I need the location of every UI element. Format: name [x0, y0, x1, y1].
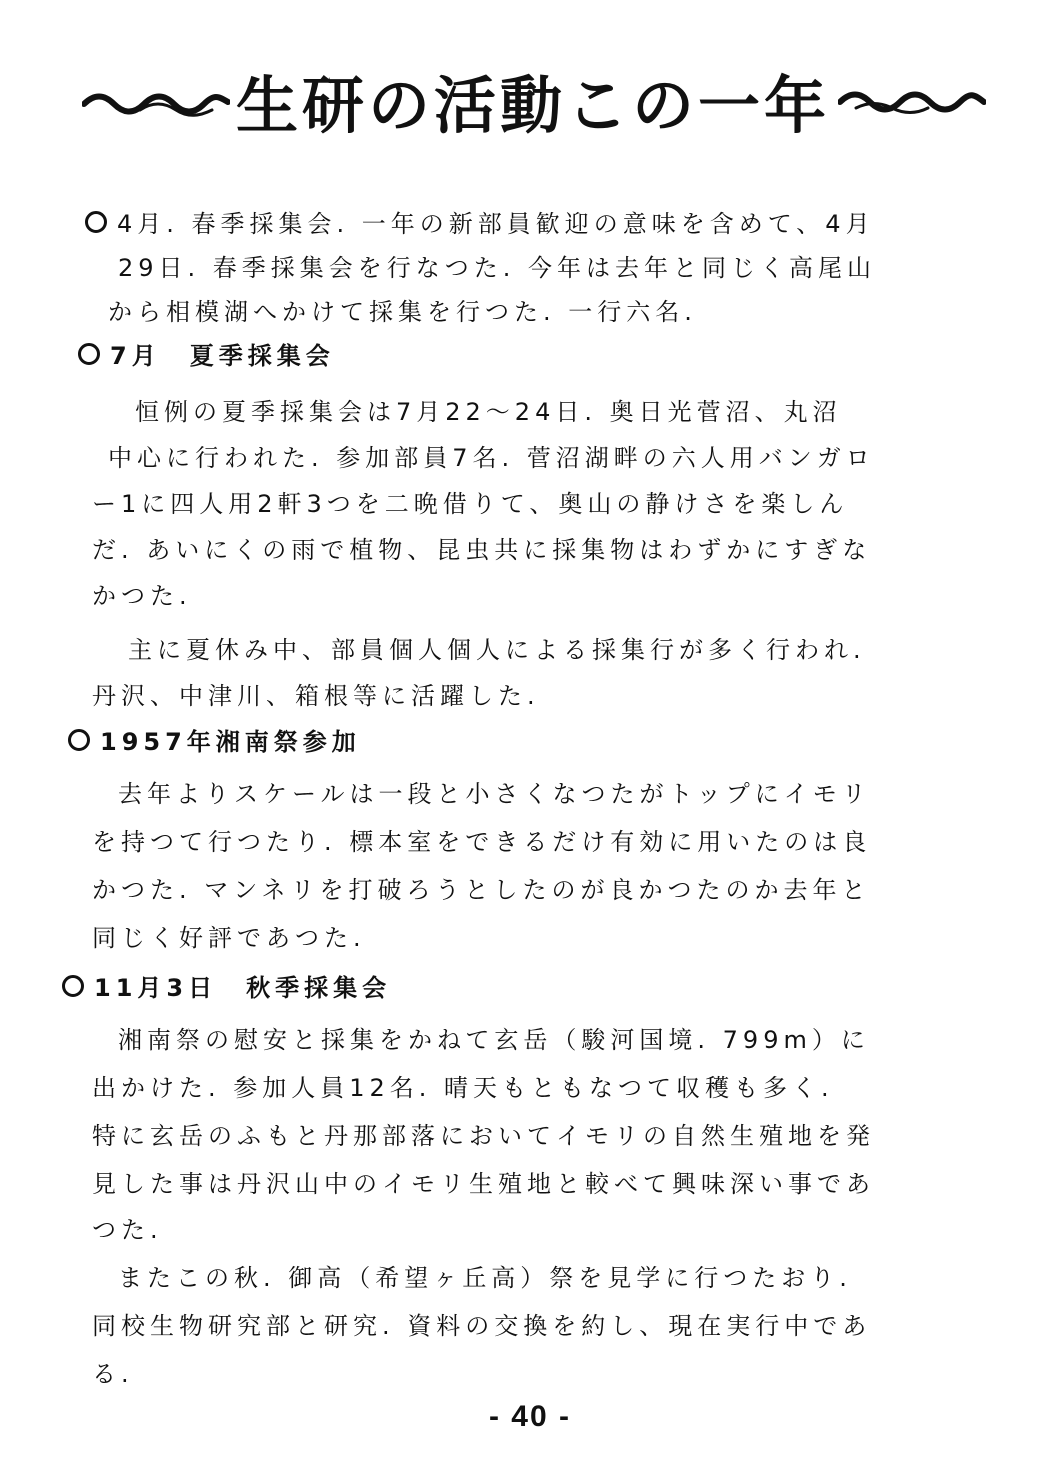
page-title: 生研の活動この一年 — [236, 69, 831, 142]
section-heading-line — [62, 966, 391, 1010]
paragraph-line — [92, 1162, 875, 1206]
paragraph-line — [92, 1066, 834, 1110]
line-text: 出かけた. 参加人員12名. 晴天もともなつて収穫も多く. — [92, 1074, 834, 1102]
line-text: またこの秋. 御高（希望ヶ丘高）祭を見学に行つたおり. — [118, 1264, 852, 1292]
section-heading-line — [85, 202, 875, 246]
line-text: つた. — [92, 1216, 163, 1244]
paragraph-line — [92, 1304, 871, 1348]
paragraph-line — [108, 290, 697, 334]
circle-bullet-icon — [85, 211, 107, 233]
line-text: かつた. — [92, 582, 192, 610]
paragraph-line — [92, 674, 540, 718]
paragraph-line — [92, 1208, 163, 1252]
line-text: ー1に四人用2軒3つを二晩借りて、奥山の静けさを楽しん — [92, 490, 849, 518]
circle-bullet-icon — [62, 975, 84, 997]
paragraph-line — [92, 820, 871, 864]
paragraph-line — [92, 868, 871, 912]
section-heading-line — [78, 334, 335, 378]
paragraph-line — [92, 574, 192, 618]
line-text: る. — [92, 1360, 134, 1388]
circle-bullet-icon — [68, 729, 90, 751]
paragraph-line — [128, 628, 866, 672]
line-text: 29日. 春季採集会を行なつた. 今年は去年と同じく高尾山 — [118, 254, 877, 282]
line-text: から相模湖へかけて採集を行つた. 一行六名. — [108, 298, 697, 326]
paragraph-line — [118, 1018, 870, 1062]
page-number: - 40 - — [488, 1400, 572, 1433]
line-text: 1957年湘南祭参加 — [100, 728, 361, 756]
paragraph-line — [92, 482, 848, 526]
right-wave-ornament — [838, 82, 986, 122]
line-text: 同校生物研究部と研究. 資料の交換を約し、現在実行中であ — [92, 1312, 872, 1340]
left-wave-ornament — [82, 82, 230, 122]
line-text: 特に玄岳のふもと丹那部落においてイモリの自然生殖地を発 — [92, 1122, 875, 1150]
paragraph-line — [135, 390, 842, 434]
line-text: を持つて行つたり. 標本室をできるだけ有効に用いたのは良 — [92, 828, 872, 856]
line-text: 丹沢、中津川、箱根等に活躍した. — [92, 682, 540, 710]
line-text: 7月 夏季採集会 — [110, 342, 335, 370]
paragraph-line — [92, 916, 366, 960]
line-text: 湘南祭の慰安と採集をかねて玄岳（駿河国境. 799m）に — [118, 1026, 870, 1054]
line-text: 4月. 春季採集会. 一年の新部員歓迎の意味を含めて、4月 — [117, 210, 875, 238]
paragraph-line — [108, 436, 875, 480]
line-text: 11月3日 秋季採集会 — [94, 974, 392, 1002]
line-text: 恒例の夏季採集会は7月22～24日. 奥日光菅沼、丸沼 — [135, 398, 842, 426]
page-title-block — [0, 62, 1060, 152]
line-text: かつた. マンネリを打破ろうとしたのが良かつたのか去年と — [92, 876, 871, 904]
line-text: だ. あいにくの雨で植物、昆虫共に採集物はわずかにすぎな — [92, 536, 872, 564]
line-text: 中心に行われた. 参加部員7名. 菅沼湖畔の六人用バンガロ — [108, 444, 875, 472]
paragraph-line — [118, 772, 871, 816]
circle-bullet-icon — [78, 343, 100, 365]
paragraph-line — [92, 1352, 134, 1396]
section-heading-line — [68, 720, 361, 764]
line-text: 去年よりスケールは一段と小さくなつたがトップにイモリ — [118, 780, 871, 808]
line-text: 主に夏休み中、部員個人個人による採集行が多く行われ. — [128, 636, 866, 664]
paragraph-line — [118, 246, 876, 290]
line-text: 同じく好評であつた. — [92, 924, 366, 952]
paragraph-line — [118, 1256, 852, 1300]
line-text: 見した事は丹沢山中のイモリ生殖地と較べて興味深い事であ — [92, 1170, 875, 1198]
paragraph-line — [92, 1114, 875, 1158]
paragraph-line — [92, 528, 871, 572]
